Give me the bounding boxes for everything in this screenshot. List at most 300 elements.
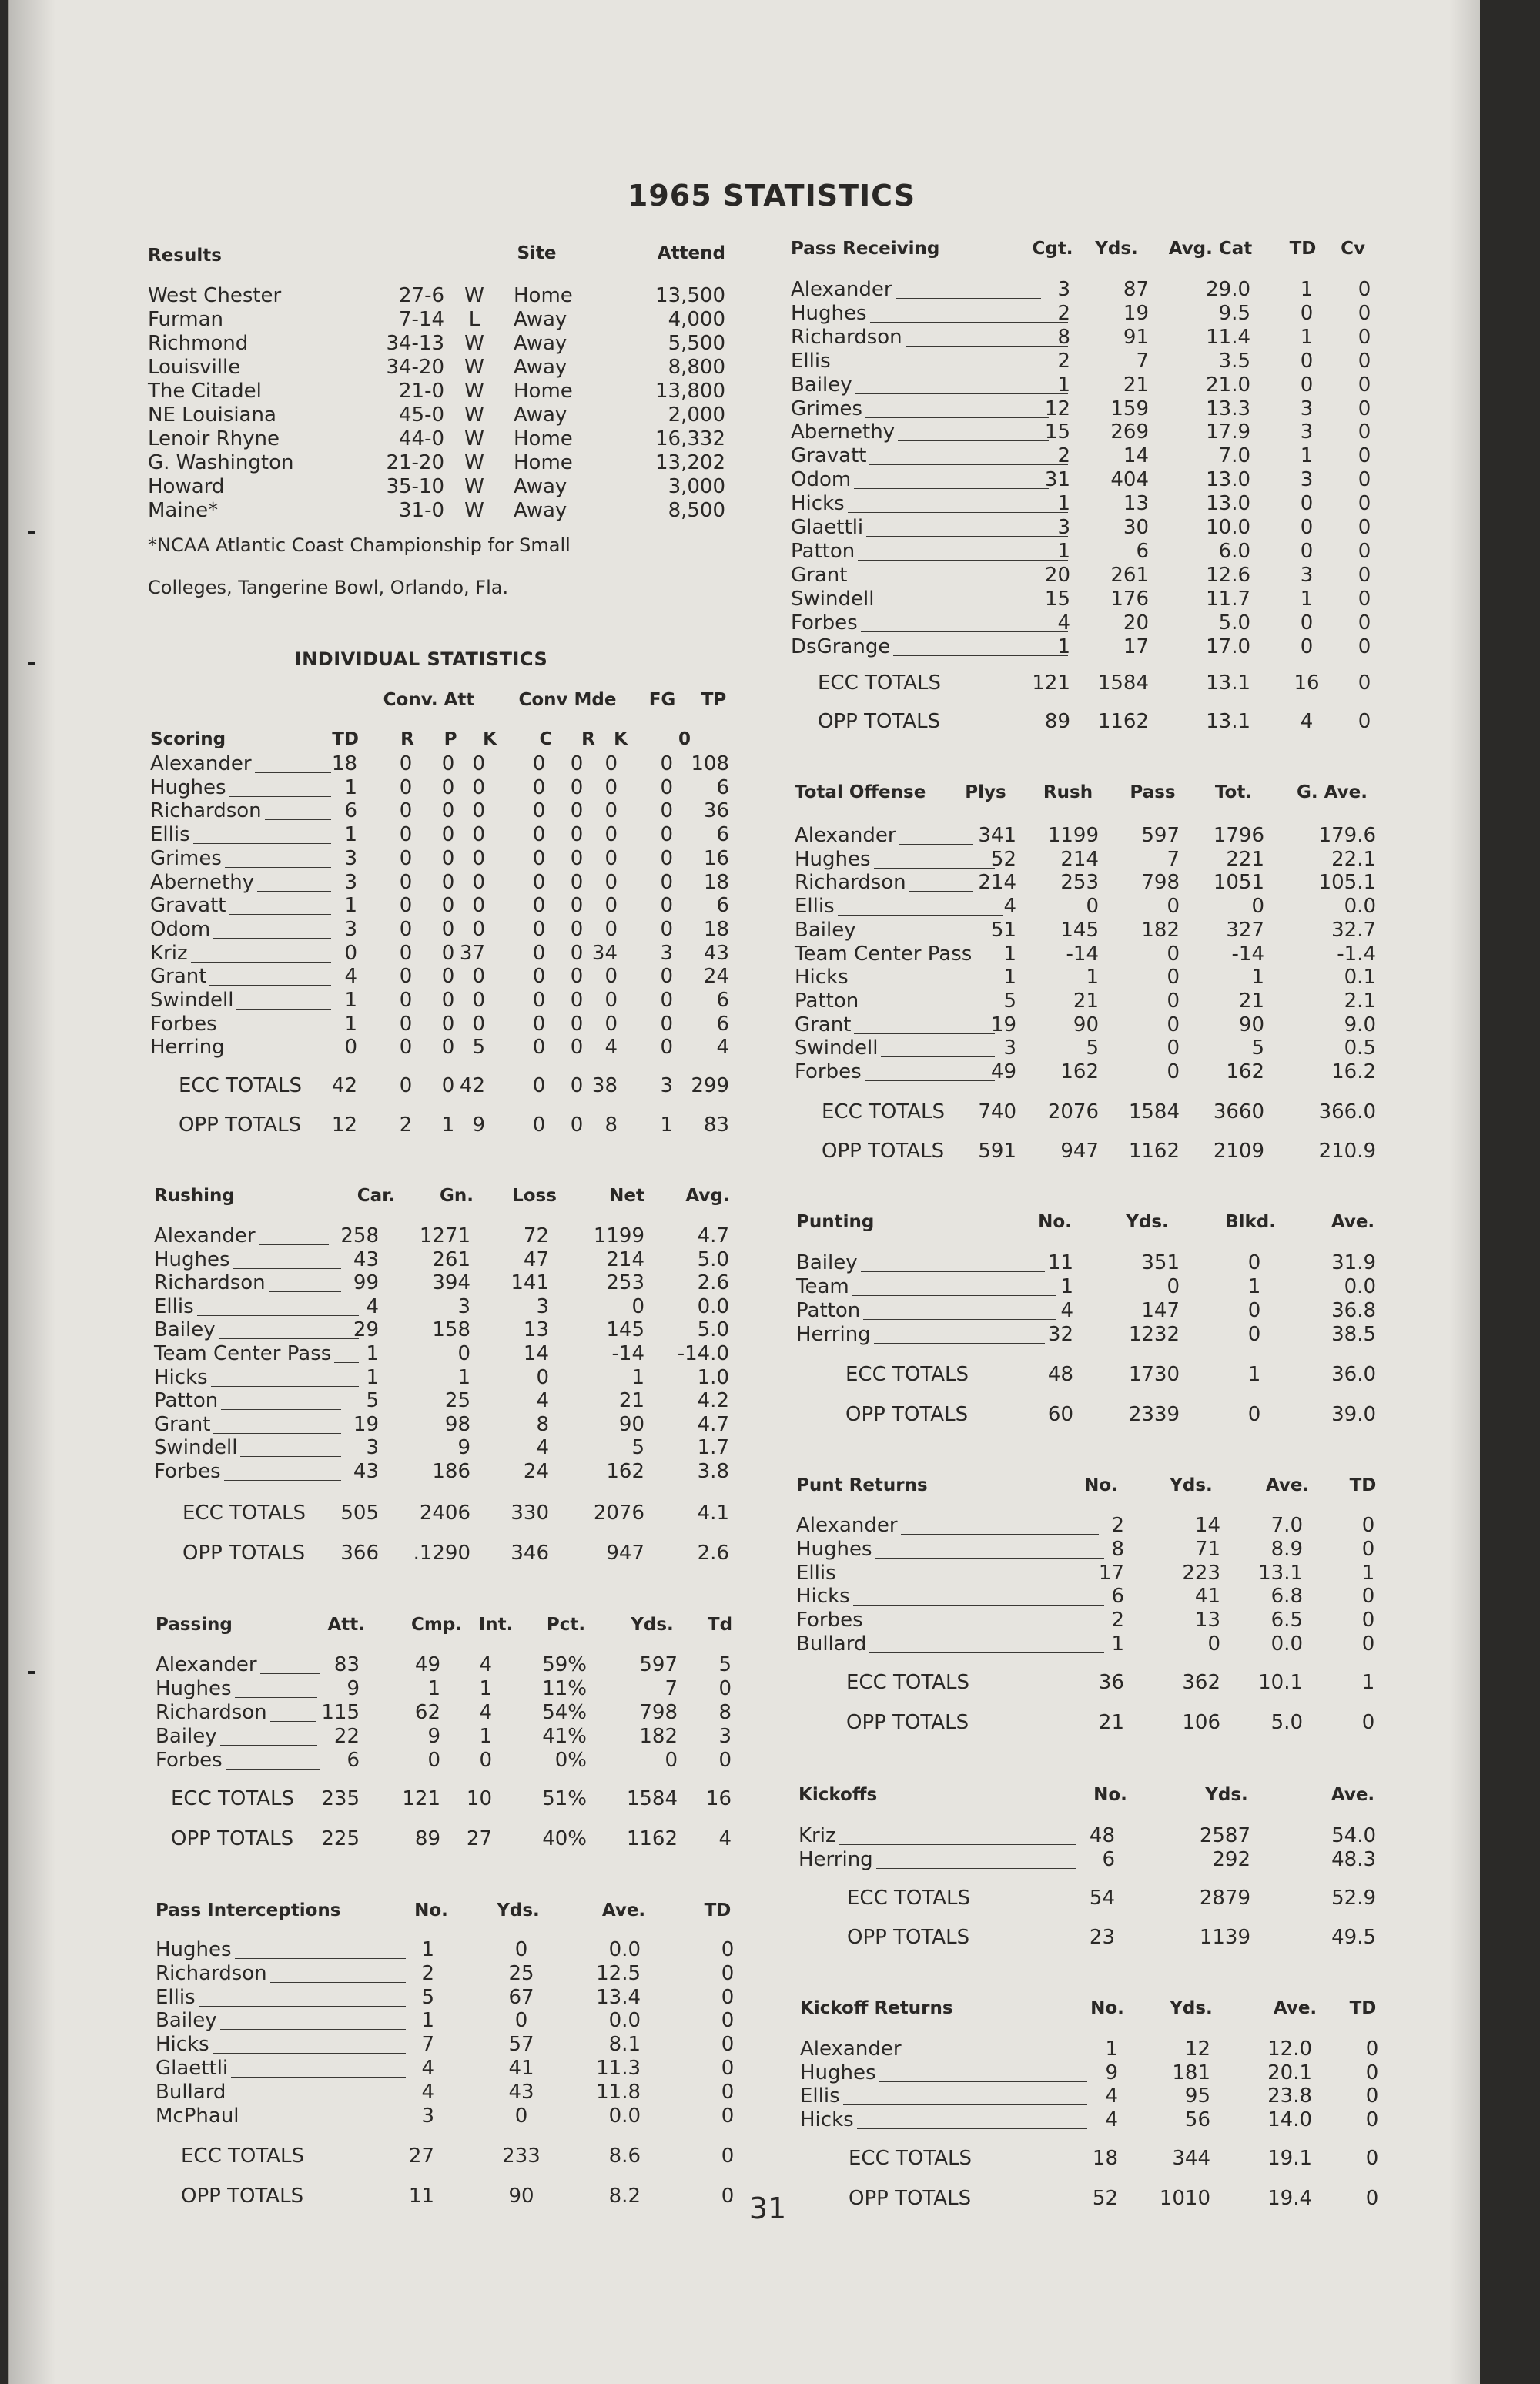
- stat-cell: 0: [1358, 516, 1371, 539]
- player-name: Bailey: [796, 1251, 858, 1274]
- game-score: 31-0: [398, 499, 444, 522]
- totals-cell: 1162: [1128, 1140, 1180, 1163]
- stat-cell: 18: [703, 870, 729, 894]
- stat-cell: 5: [366, 1389, 379, 1413]
- stat-cell: 0: [660, 870, 673, 894]
- stat-cell: 0.0: [1344, 1275, 1376, 1298]
- stat-cell: 0: [1300, 492, 1314, 516]
- stat-cell: 0: [399, 917, 413, 941]
- leader-line: [240, 1456, 341, 1457]
- leader-line: [334, 1362, 359, 1363]
- player-name: Team Center Pass: [154, 1342, 332, 1365]
- player-name: Glaettli: [156, 2057, 229, 2080]
- stat-cell: 0: [441, 989, 455, 1012]
- stat-cell: 0: [1300, 516, 1314, 539]
- game-result: W: [464, 356, 484, 379]
- stat-cell: 1: [1057, 539, 1070, 563]
- stat-cell: 0: [570, 894, 584, 918]
- stat-cell: 0: [399, 941, 413, 965]
- stat-cell: 5: [1086, 1036, 1099, 1060]
- player-name: Bullard: [156, 2080, 226, 2104]
- interceptions-header: Ave.: [601, 1900, 646, 1920]
- individual-header: R: [400, 729, 414, 749]
- leader-line: [901, 1534, 1099, 1535]
- stat-cell: 214: [606, 1247, 644, 1271]
- attendance: 2,000: [668, 403, 725, 427]
- leader-line: [225, 867, 331, 868]
- stat-cell: 30: [1123, 516, 1149, 539]
- stat-cell: 0: [532, 870, 546, 894]
- totals-cell: 330: [511, 1502, 549, 1525]
- stat-cell: 20: [1123, 611, 1149, 635]
- stat-cell: 0: [441, 752, 455, 775]
- stat-cell: 145: [606, 1318, 644, 1342]
- stat-cell: 0: [472, 1012, 485, 1036]
- player-name: Herring: [798, 1848, 873, 1871]
- player-name: Abernethy: [791, 420, 896, 444]
- stat-cell: 108: [691, 752, 729, 775]
- stat-cell: 13: [1123, 492, 1149, 516]
- leader-line: [874, 868, 995, 869]
- stat-cell: 798: [639, 1701, 678, 1724]
- player-name: Richardson: [156, 1961, 267, 1985]
- totals-cell: 49.5: [1331, 1926, 1376, 1949]
- totals-cell: 299: [691, 1074, 729, 1097]
- game-site: Home: [514, 451, 573, 474]
- stat-cell: 1: [1003, 942, 1016, 966]
- stat-cell: 0: [441, 965, 455, 989]
- individual-header: R: [581, 729, 595, 749]
- stat-cell: 15: [1044, 420, 1070, 444]
- stat-cell: 17: [1098, 1561, 1124, 1585]
- leader-line: [269, 1291, 341, 1292]
- leader-line: [259, 1244, 329, 1245]
- stat-cell: 48: [1089, 1824, 1115, 1847]
- stat-cell: 1: [1251, 966, 1264, 989]
- stat-cell: 0: [570, 1036, 584, 1060]
- player-name: Herring: [796, 1323, 871, 1346]
- stat-cell: 4: [716, 1036, 729, 1060]
- results-header: Attend: [657, 243, 725, 263]
- totals-label: OPP TOTALS: [818, 710, 941, 733]
- passing-header: Pct.: [546, 1615, 586, 1635]
- total-offense-header: Total Offense: [795, 782, 926, 802]
- totals-cell: 13.1: [1206, 671, 1250, 695]
- kickoff-returns-header: TD: [1349, 1998, 1377, 2018]
- stat-cell: 3: [718, 1725, 732, 1748]
- player-name: Gravatt: [150, 894, 226, 918]
- totals-cell: 27: [408, 2145, 434, 2168]
- stat-cell: 261: [1110, 563, 1149, 587]
- punt-returns-header: Ave.: [1265, 1475, 1310, 1495]
- totals-cell: 346: [511, 1542, 549, 1565]
- stat-cell: 1.7: [697, 1436, 729, 1460]
- stat-cell: 2.1: [1344, 989, 1376, 1013]
- stat-cell: 1: [1057, 492, 1070, 516]
- leader-line: [866, 536, 1068, 537]
- stat-cell: 0: [570, 752, 584, 775]
- attendance: 8,500: [668, 499, 725, 522]
- stat-cell: 7: [421, 2033, 434, 2057]
- totals-cell: 2339: [1128, 1403, 1180, 1426]
- results-header: Site: [517, 243, 557, 263]
- leader-line: [233, 1268, 341, 1269]
- stat-cell: 1: [344, 1012, 357, 1036]
- player-name: Hughes: [795, 847, 871, 871]
- player-name: Alexander: [800, 2037, 902, 2061]
- leader-line: [197, 1315, 359, 1316]
- player-name: Forbes: [795, 1060, 862, 1083]
- punt-returns-header: TD: [1349, 1475, 1377, 1495]
- stat-cell: 105.1: [1318, 871, 1376, 895]
- stat-cell: 59%: [542, 1653, 587, 1676]
- stat-cell: 1: [366, 1342, 379, 1365]
- individual-header: K: [483, 729, 497, 749]
- stat-cell: 404: [1110, 468, 1149, 492]
- passing-header: Int.: [478, 1615, 514, 1635]
- receiving-header: Cgt.: [1032, 239, 1073, 259]
- stat-cell: 0: [472, 775, 485, 799]
- totals-cell: 48: [1047, 1363, 1073, 1386]
- totals-cell: 54: [1089, 1887, 1115, 1910]
- stat-cell: 253: [606, 1271, 644, 1295]
- leader-line: [220, 1745, 317, 1746]
- stat-cell: 0: [570, 870, 584, 894]
- stat-cell: 56: [1184, 2108, 1210, 2131]
- player-name: Forbes: [154, 1460, 221, 1483]
- stat-cell: 0: [441, 870, 455, 894]
- player-name: Swindell: [795, 1036, 879, 1060]
- totals-cell: 366.0: [1318, 1100, 1376, 1123]
- totals-cell: 10: [466, 1787, 492, 1810]
- stat-cell: 0: [1358, 468, 1371, 492]
- stat-cell: 0: [1358, 278, 1371, 301]
- stat-cell: 0.0: [1270, 1632, 1303, 1656]
- kickoff-returns-header: Kickoff Returns: [800, 1998, 953, 2018]
- stat-cell: 12: [1184, 2037, 1210, 2061]
- stat-cell: 4: [366, 1294, 379, 1318]
- player-name: Bailey: [156, 2009, 217, 2033]
- stat-cell: 0: [604, 965, 618, 989]
- totals-cell: 0: [532, 1113, 546, 1137]
- attendance: 13,202: [655, 451, 725, 474]
- leader-line: [906, 346, 1068, 347]
- totals-cell: 2879: [1199, 1887, 1250, 1910]
- leader-line: [193, 843, 331, 844]
- stat-cell: 1: [1300, 444, 1314, 468]
- leader-line: [875, 1558, 1104, 1559]
- interceptions-header: Pass Interceptions: [156, 1900, 341, 1920]
- results-header: Results: [148, 246, 222, 266]
- leader-line: [843, 2104, 1087, 2105]
- stat-cell: 0: [660, 799, 673, 823]
- stat-cell: 3: [344, 870, 357, 894]
- attendance: 3,000: [668, 475, 725, 498]
- receiving-header: Avg. Cat: [1168, 239, 1253, 259]
- stat-cell: 1: [1086, 966, 1099, 989]
- totals-label: ECC TOTALS: [847, 1887, 970, 1910]
- stat-cell: 1: [1247, 1275, 1261, 1298]
- stat-cell: 0: [399, 823, 413, 847]
- leader-line: [896, 298, 1041, 299]
- stat-cell: 0: [604, 752, 618, 775]
- player-name: Alexander: [791, 278, 892, 301]
- player-name: Hughes: [156, 1938, 232, 1961]
- stat-cell: 2587: [1199, 1824, 1250, 1847]
- stat-cell: 7: [1136, 349, 1149, 373]
- totals-label: OPP TOTALS: [846, 1711, 969, 1734]
- stat-cell: 14: [523, 1342, 549, 1365]
- receiving-header: Pass Receiving: [791, 239, 940, 259]
- stat-cell: 0: [399, 1036, 413, 1060]
- player-name: Gravatt: [791, 444, 867, 468]
- player-name: DsGrange: [791, 635, 891, 658]
- individual-header: C: [539, 729, 553, 749]
- totals-cell: 947: [606, 1542, 644, 1565]
- player-name: Grant: [795, 1013, 852, 1036]
- stat-cell: 9: [346, 1677, 360, 1700]
- page-number: 31: [748, 2191, 787, 2225]
- stat-cell: 1: [479, 1725, 492, 1748]
- stat-cell: 2.6: [697, 1271, 729, 1295]
- stat-cell: 1051: [1213, 871, 1264, 895]
- leader-line: [852, 1295, 1056, 1296]
- stat-cell: 1: [1111, 1632, 1124, 1656]
- stat-cell: 25: [508, 1961, 534, 1985]
- stat-cell: 0: [532, 989, 546, 1012]
- stat-cell: 13: [523, 1318, 549, 1342]
- opponent-name: Furman: [148, 308, 223, 331]
- stat-cell: 2: [1057, 444, 1070, 468]
- stat-cell: 0.0: [608, 1938, 641, 1961]
- totals-label: OPP TOTALS: [181, 2185, 304, 2208]
- totals-cell: 19.1: [1267, 2147, 1312, 2170]
- player-name: Hicks: [796, 1585, 850, 1609]
- stat-cell: 23.8: [1267, 2084, 1312, 2108]
- player-name: Patton: [791, 539, 855, 563]
- stat-cell: 0: [1251, 895, 1264, 919]
- totals-cell: 42: [459, 1074, 485, 1097]
- stat-cell: 253: [1060, 871, 1099, 895]
- stat-cell: 0: [399, 1012, 413, 1036]
- stat-cell: 0: [721, 2009, 735, 2033]
- passing-header: Cmp.: [410, 1615, 463, 1635]
- stat-cell: 6: [716, 1012, 729, 1036]
- stat-cell: 1199: [593, 1224, 644, 1247]
- player-name: Swindell: [150, 989, 234, 1012]
- punting-header: No.: [1038, 1212, 1072, 1232]
- game-site: Away: [514, 475, 567, 498]
- stat-cell: 0: [631, 1294, 644, 1318]
- totals-cell: 8: [604, 1113, 618, 1137]
- stat-cell: 179.6: [1318, 824, 1376, 847]
- game-score: 34-13: [386, 332, 444, 355]
- player-name: Forbes: [150, 1012, 217, 1036]
- leader-line: [865, 1080, 995, 1081]
- stat-cell: 2: [1057, 301, 1070, 325]
- receiving-header: Cv: [1341, 239, 1365, 259]
- totals-cell: 1162: [1097, 710, 1149, 733]
- stat-cell: 0: [399, 965, 413, 989]
- attendance: 13,800: [655, 380, 725, 403]
- totals-label: OPP TOTALS: [845, 1403, 969, 1426]
- stat-cell: -14: [1066, 942, 1099, 966]
- player-name: Bailey: [154, 1318, 216, 1342]
- total-offense-header: Rush: [1043, 782, 1093, 802]
- totals-label: ECC TOTALS: [845, 1363, 969, 1386]
- receiving-header: Yds.: [1095, 239, 1138, 259]
- stat-cell: 5: [472, 1036, 485, 1060]
- binding-mark: [28, 662, 35, 665]
- stat-cell: 34: [591, 941, 618, 965]
- stat-cell: 31: [1044, 468, 1070, 492]
- stat-cell: 1: [1361, 1561, 1375, 1585]
- totals-cell: 121: [402, 1787, 440, 1810]
- leader-line: [270, 1721, 316, 1722]
- punt-returns-header: No.: [1084, 1475, 1118, 1495]
- player-name: Hicks: [156, 2033, 209, 2057]
- stat-cell: 0: [1358, 349, 1371, 373]
- stat-cell: 3: [344, 917, 357, 941]
- player-name: Richardson: [154, 1271, 266, 1295]
- stat-cell: 0: [660, 752, 673, 775]
- stat-cell: 327: [1226, 918, 1264, 942]
- stat-cell: 29: [353, 1318, 379, 1342]
- player-name: Hughes: [800, 2061, 876, 2084]
- stat-cell: 0: [660, 917, 673, 941]
- attendance: 13,500: [655, 284, 725, 307]
- stat-cell: 0: [399, 894, 413, 918]
- leader-line: [199, 2006, 406, 2007]
- stat-cell: 0: [570, 917, 584, 941]
- stat-cell: 43: [508, 2080, 534, 2104]
- stat-cell: 5: [718, 1653, 732, 1676]
- stat-cell: 72: [523, 1224, 549, 1247]
- stat-cell: 4: [421, 2057, 434, 2080]
- passing-header: Td: [707, 1615, 733, 1635]
- totals-label: ECC TOTALS: [849, 2147, 972, 2170]
- stat-cell: 54%: [542, 1701, 587, 1724]
- game-result: W: [464, 451, 484, 474]
- stat-cell: -14: [1231, 942, 1264, 966]
- stat-cell: 141: [511, 1271, 549, 1295]
- stat-cell: 0: [532, 1036, 546, 1060]
- stat-cell: 16.2: [1331, 1060, 1376, 1083]
- individual-header: P: [444, 729, 457, 749]
- stat-cell: 1: [344, 823, 357, 847]
- stat-cell: 15: [1044, 587, 1070, 611]
- stat-cell: 0: [660, 989, 673, 1012]
- stat-cell: 10.0: [1206, 516, 1250, 539]
- stat-cell: 0: [570, 965, 584, 989]
- stat-cell: 54.0: [1331, 1824, 1376, 1847]
- stat-cell: 0: [721, 2057, 735, 2080]
- stat-cell: 14: [1123, 444, 1149, 468]
- totals-cell: 0: [570, 1074, 584, 1097]
- stat-cell: 0: [472, 989, 485, 1012]
- stat-cell: 2: [1111, 1609, 1124, 1632]
- player-name: Ellis: [150, 823, 190, 847]
- stat-cell: 14.0: [1267, 2108, 1312, 2131]
- stat-cell: 0: [441, 1036, 455, 1060]
- stat-cell: 22.1: [1331, 847, 1376, 871]
- stat-cell: 223: [1182, 1561, 1220, 1585]
- page-title: 1965 STATISTICS: [627, 179, 916, 213]
- stat-cell: 0: [1365, 2061, 1379, 2084]
- stat-cell: -14.0: [677, 1342, 729, 1365]
- totals-cell: 2109: [1213, 1140, 1264, 1163]
- leader-line: [209, 985, 331, 986]
- stat-cell: 17.0: [1206, 635, 1250, 658]
- stat-cell: 181: [1172, 2061, 1210, 2084]
- individual-header: Scoring: [150, 729, 226, 749]
- player-name: Alexander: [156, 1653, 257, 1676]
- stat-cell: 3: [366, 1436, 379, 1460]
- leader-line: [854, 488, 1049, 489]
- player-name: Hicks: [795, 966, 849, 989]
- stat-cell: 6.8: [1270, 1585, 1303, 1609]
- leader-line: [858, 560, 1068, 561]
- game-result: W: [464, 499, 484, 522]
- leader-line: [191, 962, 331, 963]
- stat-cell: 261: [432, 1247, 470, 1271]
- stat-cell: 87: [1123, 278, 1149, 301]
- opponent-name: G. Washington: [148, 451, 294, 474]
- stat-cell: 43: [703, 941, 729, 965]
- stat-cell: 0: [604, 989, 618, 1012]
- totals-cell: 1584: [1128, 1100, 1180, 1123]
- game-result: W: [464, 427, 484, 450]
- player-name: Odom: [150, 917, 211, 941]
- leader-line: [229, 796, 331, 797]
- stat-cell: 1: [421, 1938, 434, 1961]
- totals-label: ECC TOTALS: [179, 1074, 302, 1097]
- player-name: Team: [796, 1275, 849, 1298]
- stat-cell: 0: [1300, 539, 1314, 563]
- total-offense-header: Tot.: [1214, 782, 1253, 802]
- totals-cell: 225: [321, 1827, 360, 1850]
- stat-cell: 24: [703, 965, 729, 989]
- opponent-name: The Citadel: [148, 380, 262, 403]
- totals-cell: 505: [340, 1502, 379, 1525]
- totals-cell: 0: [1358, 710, 1371, 733]
- stat-cell: 6: [1111, 1585, 1124, 1609]
- leader-line: [876, 1868, 1076, 1869]
- rushing-header: Rushing: [154, 1186, 235, 1206]
- stat-cell: 0: [721, 2080, 735, 2104]
- stat-cell: 4: [421, 2080, 434, 2104]
- stat-cell: 1: [457, 1365, 470, 1389]
- stat-cell: 145: [1060, 918, 1099, 942]
- total-offense-header: Pass: [1130, 782, 1176, 802]
- opponent-name: NE Louisiana: [148, 403, 276, 427]
- stat-cell: 5: [631, 1436, 644, 1460]
- player-name: Alexander: [154, 1224, 256, 1247]
- stat-cell: 0: [399, 775, 413, 799]
- stat-cell: 13.0: [1206, 468, 1250, 492]
- stat-cell: 0: [1361, 1537, 1375, 1561]
- stat-cell: 6: [716, 823, 729, 847]
- totals-cell: 16: [1294, 671, 1320, 695]
- stat-cell: 21: [1123, 373, 1149, 397]
- stat-cell: 0: [441, 799, 455, 823]
- stat-cell: 99: [353, 1271, 379, 1295]
- leader-line: [213, 1433, 341, 1434]
- stat-cell: 162: [1226, 1060, 1264, 1083]
- stat-cell: 2: [421, 1961, 434, 1985]
- stat-cell: 5: [1003, 989, 1016, 1013]
- stat-cell: 0: [441, 846, 455, 870]
